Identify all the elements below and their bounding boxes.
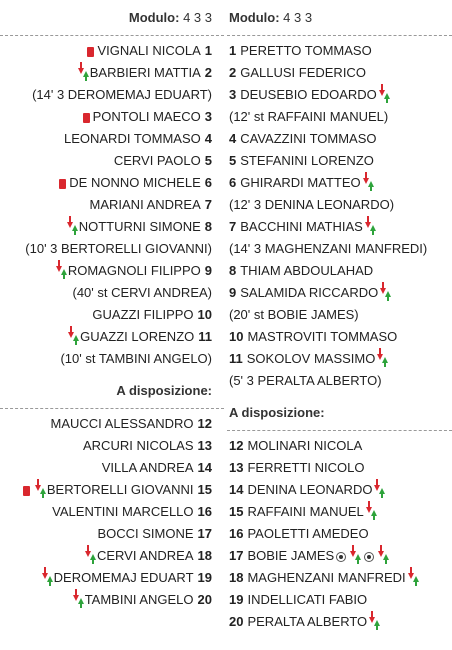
player-row [227, 326, 452, 348]
player-name: SOKOLOV MASSIMO [246, 351, 376, 366]
substitution-icon [374, 485, 384, 497]
substitution-icon [366, 507, 376, 519]
player-number: 4 [204, 131, 212, 146]
player-row [227, 457, 452, 479]
substitution-icon [363, 178, 373, 190]
substitution-icon [380, 288, 390, 300]
player-row [0, 172, 224, 194]
player-name: BACCHINI MATHIAS [240, 219, 363, 234]
player-row [227, 172, 452, 194]
substitution-text: (20' st BOBIE JAMES) [229, 307, 359, 322]
player-number: 12 [197, 416, 212, 431]
player-number: 13 [229, 460, 244, 475]
substitution-icon [56, 266, 66, 278]
player-name: LEONARDI TOMMASO [63, 131, 201, 146]
player-name: VALENTINI MARCELLO [52, 504, 194, 519]
player-name: BOBIE JAMES [247, 548, 335, 563]
player-number: 5 [229, 153, 237, 168]
player-row [0, 128, 224, 150]
substitution-note [0, 84, 224, 106]
substitution-icon [42, 573, 52, 585]
away-bench-list [227, 435, 452, 633]
player-name: VILLA ANDREA [101, 460, 194, 475]
player-number: 7 [229, 219, 237, 234]
player-number: 11 [198, 329, 212, 344]
player-name: BERTORELLI GIOVANNI [46, 482, 194, 497]
player-number: 15 [197, 482, 212, 497]
player-name: PERETTO TOMMASO [240, 43, 372, 58]
substitution-icon [377, 354, 387, 366]
divider [0, 35, 224, 36]
player-row [227, 62, 452, 84]
substitution-text: (14' 3 DEROMEMAJ EDUART) [32, 87, 212, 102]
substitution-note [0, 238, 224, 260]
player-name: DEROMEMAJ EDUART [53, 570, 194, 585]
player-number: 1 [229, 43, 237, 58]
player-number: 20 [197, 592, 212, 607]
player-row [227, 589, 452, 611]
divider [227, 430, 452, 431]
player-name: DENINA LEONARDO [247, 482, 373, 497]
player-row [0, 62, 224, 84]
divider [227, 35, 452, 36]
substitution-note [227, 370, 452, 392]
player-row [0, 501, 224, 523]
player-row [227, 611, 452, 633]
player-row [0, 589, 224, 611]
away-bench-title: A disposizione: [229, 405, 325, 420]
player-row [227, 501, 452, 523]
substitution-note [227, 194, 452, 216]
substitution-icon [68, 332, 78, 344]
player-name: RAFFAINI MANUEL [247, 504, 364, 519]
player-number: 13 [197, 438, 212, 453]
player-row [0, 260, 224, 282]
red-card-icon [83, 113, 90, 123]
player-row [0, 40, 224, 62]
away-module [227, 0, 452, 29]
player-row [227, 479, 452, 501]
player-name: SALAMIDA RICCARDO [240, 285, 379, 300]
module-label: Modulo: [229, 10, 280, 25]
substitution-icon [78, 68, 88, 80]
player-row [0, 545, 224, 567]
player-name: MAUCCI ALESSANDRO [50, 416, 194, 431]
player-number: 9 [204, 263, 212, 278]
substitution-icon [408, 573, 418, 585]
player-number: 8 [204, 219, 212, 234]
player-row [0, 194, 224, 216]
player-name: NOTTURNI SIMONE [78, 219, 201, 234]
player-row [0, 435, 224, 457]
player-name: STEFANINI LORENZO [240, 153, 374, 168]
player-row [227, 40, 452, 62]
player-number: 14 [229, 482, 244, 497]
substitution-text: (14' 3 MAGHENZANI MANFREDI) [229, 241, 428, 256]
player-row [227, 545, 452, 567]
player-number: 11 [229, 351, 243, 366]
substitution-icon [369, 617, 379, 629]
player-row [0, 457, 224, 479]
substitution-icon [378, 551, 388, 563]
player-number: 3 [204, 109, 212, 124]
player-number: 18 [229, 570, 244, 585]
player-number: 19 [229, 592, 244, 607]
player-name: GUAZZI FILIPPO [92, 307, 194, 322]
player-row [0, 326, 224, 348]
player-row [227, 435, 452, 457]
player-name: CAVAZZINI TOMMASO [240, 131, 377, 146]
player-number: 8 [229, 263, 237, 278]
player-row [227, 523, 452, 545]
player-name: TAMBINI ANGELO [84, 592, 194, 607]
player-number: 7 [204, 197, 212, 212]
divider [0, 408, 224, 409]
player-row [0, 567, 224, 589]
player-name: GHIRARDI MATTEO [240, 175, 361, 190]
home-starters-list [0, 40, 224, 370]
player-number: 19 [197, 570, 212, 585]
player-name: MAGHENZANI MANFREDI [247, 570, 406, 585]
substitution-icon [365, 222, 375, 234]
player-name: PERALTA ALBERTO [247, 614, 368, 629]
player-name: ROMAGNOLI FILIPPO [67, 263, 201, 278]
home-bench-list [0, 413, 224, 611]
player-name: INDELLICATI FABIO [247, 592, 368, 607]
goal-ball-icon [364, 552, 374, 562]
player-name: FERRETTI NICOLO [247, 460, 365, 475]
player-row [227, 84, 452, 106]
substitution-icon [85, 551, 95, 563]
player-name: PAOLETTI AMEDEO [247, 526, 369, 541]
substitution-text: (10' 3 BERTORELLI GIOVANNI) [25, 241, 212, 256]
player-name: GALLUSI FEDERICO [240, 65, 366, 80]
substitution-icon [67, 222, 77, 234]
player-number: 2 [229, 65, 237, 80]
module-label: Modulo: [128, 10, 180, 25]
red-card-icon [87, 47, 94, 57]
player-number: 2 [204, 65, 212, 80]
player-number: 10 [197, 307, 212, 322]
substitution-text: (12' st RAFFAINI MANUEL) [229, 109, 389, 124]
player-number: 9 [229, 285, 237, 300]
module-value: 4 3 3 [183, 10, 212, 25]
home-module [0, 0, 224, 29]
goal-ball-icon [336, 552, 346, 562]
player-name: BOCCI SIMONE [97, 526, 194, 541]
player-row [227, 150, 452, 172]
player-number: 12 [229, 438, 244, 453]
red-card-icon [23, 486, 30, 496]
player-name: CERVI ANDREA [96, 548, 194, 563]
player-name: MASTROVITI TOMMASO [247, 329, 398, 344]
player-row [0, 523, 224, 545]
player-number: 3 [229, 87, 237, 102]
substitution-text: (12' 3 DENINA LEONARDO) [229, 197, 395, 212]
player-row [0, 150, 224, 172]
substitution-note [0, 282, 224, 304]
home-lineup [0, 0, 224, 611]
module-value: 4 3 3 [283, 10, 313, 25]
player-name: PONTOLI MAECO [92, 109, 201, 124]
substitution-note [227, 106, 452, 128]
player-number: 1 [204, 43, 212, 58]
home-bench-title: A disposizione: [116, 383, 212, 398]
player-number: 18 [197, 548, 212, 563]
player-number: 14 [197, 460, 212, 475]
substitution-note [0, 348, 224, 370]
player-row [227, 567, 452, 589]
player-number: 17 [197, 526, 212, 541]
player-row [0, 216, 224, 238]
player-row [227, 282, 452, 304]
substitution-text: (5' 3 PERALTA ALBERTO) [229, 373, 382, 388]
player-row [0, 413, 224, 435]
player-row [227, 348, 452, 370]
player-name: GUAZZI LORENZO [80, 329, 195, 344]
player-row [227, 260, 452, 282]
substitution-icon [379, 90, 389, 102]
substitution-icon [35, 485, 45, 497]
player-name: VIGNALI NICOLA [97, 43, 201, 58]
substitution-text: (10' st TAMBINI ANGELO) [60, 351, 212, 366]
away-starters-list [227, 40, 452, 392]
substitution-note [227, 238, 452, 260]
player-number: 6 [204, 175, 212, 190]
player-number: 6 [229, 175, 237, 190]
player-name: CERVI PAOLO [113, 153, 201, 168]
red-card-icon [59, 179, 66, 189]
substitution-icon [350, 551, 360, 563]
substitution-icon [73, 595, 83, 607]
player-row [227, 128, 452, 150]
player-number: 16 [197, 504, 212, 519]
player-name: ARCURI NICOLAS [83, 438, 194, 453]
player-number: 17 [229, 548, 244, 563]
player-name: BARBIERI MATTIA [89, 65, 201, 80]
player-name: DE NONNO MICHELE [69, 175, 201, 190]
player-name: MARIANI ANDREA [89, 197, 201, 212]
player-row [0, 479, 224, 501]
player-name: THIAM ABDOULAHAD [240, 263, 374, 278]
player-number: 16 [229, 526, 244, 541]
away-lineup [227, 0, 452, 633]
player-row [0, 106, 224, 128]
substitution-note [227, 304, 452, 326]
substitution-text: (40' st CERVI ANDREA) [72, 285, 212, 300]
player-row [227, 216, 452, 238]
player-name: MOLINARI NICOLA [247, 438, 363, 453]
player-number: 15 [229, 504, 244, 519]
player-number: 5 [204, 153, 212, 168]
player-number: 10 [229, 329, 244, 344]
player-number: 20 [229, 614, 244, 629]
player-row [0, 304, 224, 326]
player-number: 4 [229, 131, 237, 146]
player-name: DEUSEBIO EDOARDO [240, 87, 377, 102]
